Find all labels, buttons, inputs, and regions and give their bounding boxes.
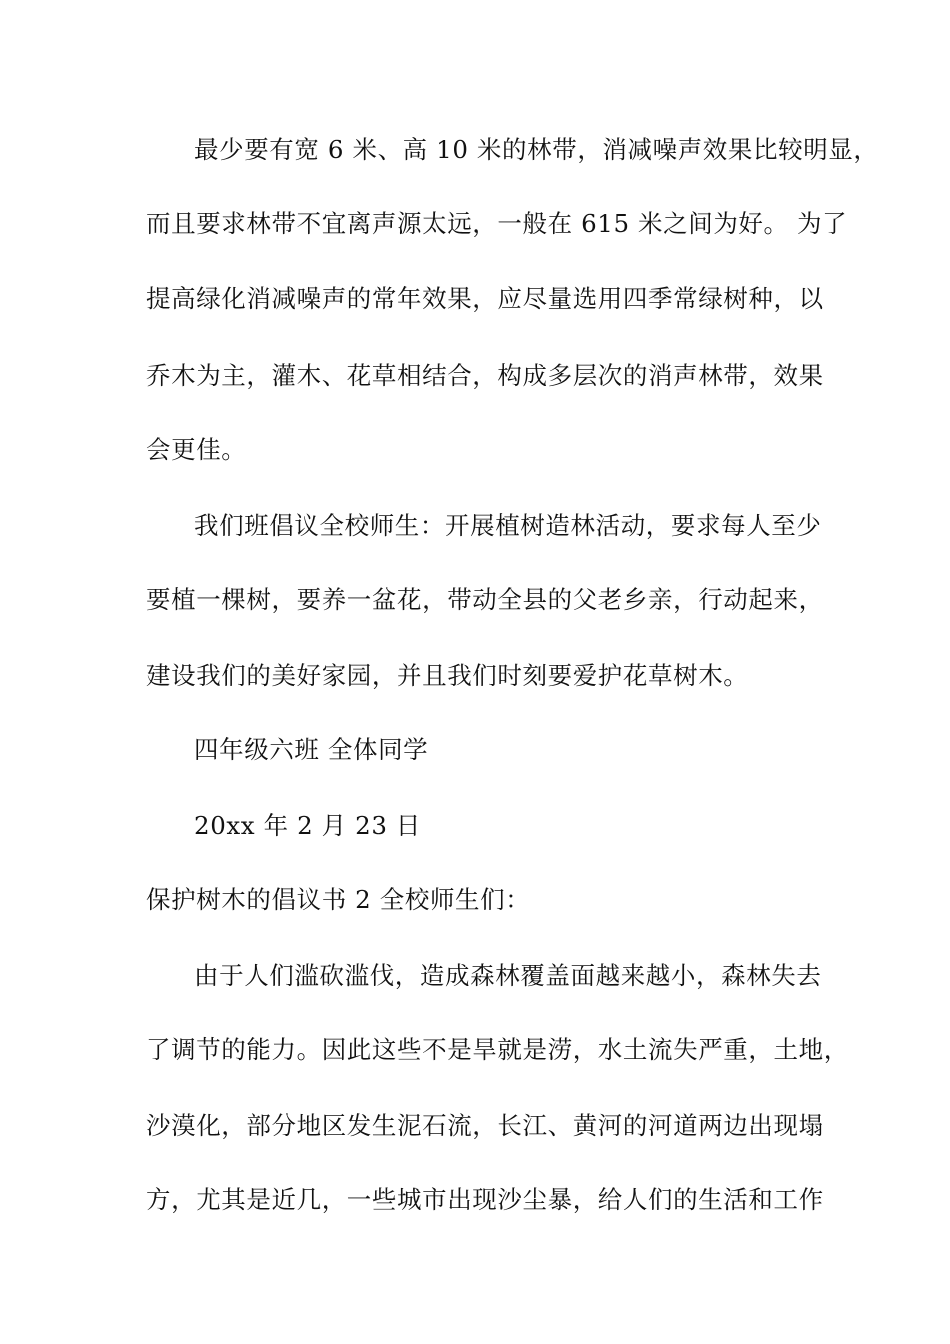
text-line-13: 了调节的能力。因此这些不是旱就是涝，水土流失严重，土地， [146, 1035, 849, 1064]
text-line-2: 而且要求林带不宜离声源太远，一般在 615 米之间为好。 为了 [146, 209, 848, 238]
text-line-8: 建设我们的美好家园，并且我们时刻要爱护花草树木。 [146, 661, 749, 690]
text-line-7: 要植一棵树，要养一盆花，带动全县的父老乡亲，行动起来， [146, 585, 824, 614]
signature-line: 四年级六班 全体同学 [194, 735, 429, 764]
section-title-line: 保护树木的倡议书 2 全校师生们： [146, 885, 531, 914]
text-line-3: 提高绿化消减噪声的常年效果，应尽量选用四季常绿树种，以 [146, 284, 824, 313]
text-line-1: 最少要有宽 6 米、高 10 米的林带，消减噪声效果比较明显， [194, 135, 879, 164]
text-line-6: 我们班倡议全校师生：开展植树造林活动，要求每人至少 [194, 511, 822, 540]
text-line-5: 会更佳。 [146, 435, 247, 464]
date-line: 20xx 年 2 月 23 日 [194, 811, 422, 840]
text-line-15: 方，尤其是近几，一些城市出现沙尘暴，给人们的生活和工作 [146, 1185, 824, 1214]
text-line-12: 由于人们滥砍滥伐，造成森林覆盖面越来越小，森林失去 [194, 961, 822, 990]
text-line-14: 沙漠化，部分地区发生泥石流，长江、黄河的河道两边出现塌 [146, 1111, 824, 1140]
text-line-4: 乔木为主，灌木、花草相结合，构成多层次的消声林带，效果 [146, 361, 824, 390]
